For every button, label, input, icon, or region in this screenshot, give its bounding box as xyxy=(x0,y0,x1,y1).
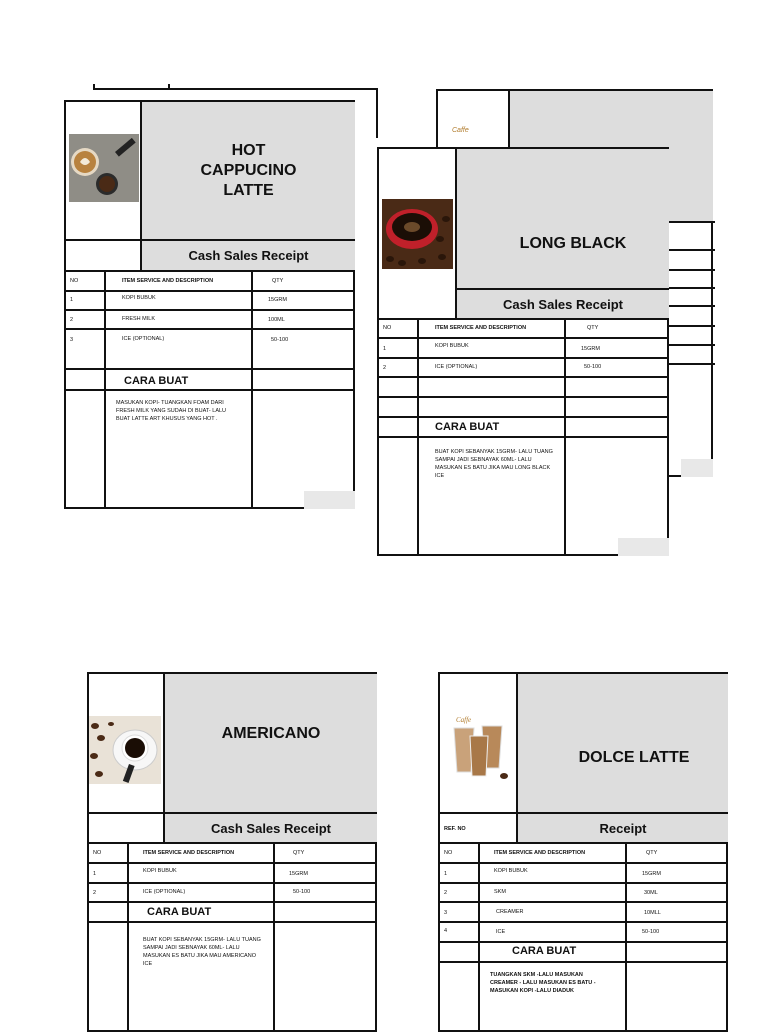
row-qty: 100ML xyxy=(268,317,285,323)
long-black-photo xyxy=(382,199,453,269)
row-item: ICE xyxy=(496,929,506,935)
back-sheet-edge xyxy=(168,84,170,90)
row-item: ICE (OPTIONAL) xyxy=(122,336,165,342)
drink-title: DOLCE LATTE xyxy=(578,749,690,766)
drink-title: HOT CAPPUCINO LATTE xyxy=(200,142,297,199)
row-item: KOPI BUBUK xyxy=(122,295,156,301)
row-qty: 50-100 xyxy=(584,364,602,370)
divider xyxy=(668,344,715,346)
divider xyxy=(625,842,627,1032)
divider xyxy=(440,842,728,844)
divider xyxy=(379,416,669,418)
divider xyxy=(66,270,355,272)
receipt-card-cappucino xyxy=(64,100,355,509)
header-no: NO xyxy=(70,278,79,284)
divider xyxy=(478,842,480,1032)
method-label: CARA BUAT xyxy=(124,375,189,387)
divider xyxy=(89,901,377,903)
row-qty: 15GRM xyxy=(642,871,661,877)
method-text: MASUKAN KOPI- TUANGKAN FOAM DARI FRESH MILK YANG SUDAH DI BUAT- LALU BUAT LATTE ART KHUSUS YANG HOT . xyxy=(116,400,227,422)
header-no: NO xyxy=(93,850,102,856)
header-item: ITEM SERVICE AND DESCRIPTION xyxy=(143,850,235,856)
row-no: 2 xyxy=(70,317,74,323)
divider xyxy=(379,376,669,378)
row-qty: 15GRM xyxy=(581,346,600,352)
drink-title: AMERICANO xyxy=(221,725,321,742)
row-no: 2 xyxy=(444,890,448,896)
header-item: ITEM SERVICE AND DESCRIPTION xyxy=(435,325,527,331)
row-no: 3 xyxy=(444,910,448,916)
row-no: 1 xyxy=(70,297,74,303)
divider xyxy=(66,290,355,292)
header-no: NO xyxy=(383,325,392,331)
header-qty: QTY xyxy=(272,278,284,284)
back-sheet-edge xyxy=(93,84,95,90)
svg-text:Caffe: Caffe xyxy=(456,716,472,724)
receipt-label: Cash Sales Receipt xyxy=(503,296,623,312)
row-qty: 50-100 xyxy=(293,889,311,895)
row-no: 1 xyxy=(444,871,448,877)
divider xyxy=(66,389,355,391)
divider xyxy=(66,328,355,330)
divider xyxy=(440,882,728,884)
corner-tab xyxy=(304,491,355,509)
row-qty: 50-100 xyxy=(271,337,289,343)
row-item: KOPI BUBUK xyxy=(494,868,528,874)
row-qty: 30ML xyxy=(644,890,658,896)
background-logo: Caffe xyxy=(452,127,469,134)
row-no: 4 xyxy=(444,928,448,934)
divider xyxy=(66,368,355,370)
row-qty: 10MLL xyxy=(644,910,661,916)
method-label: CARA BUAT xyxy=(147,906,212,918)
method-text: BUAT KOPI SEBANYAK 15GRM- LALU TUANG SAMPAI JADI SEBNAYAK 60ML- LALU MASUKAN ES BATU JIKA MAU AMERICANO ICE xyxy=(143,937,261,967)
divider xyxy=(440,941,728,943)
americano-photo xyxy=(89,716,161,784)
divider xyxy=(89,862,377,864)
back-sheet-edge xyxy=(376,88,378,138)
divider xyxy=(89,882,377,884)
row-no: 2 xyxy=(383,365,387,371)
divider xyxy=(379,357,669,359)
divider xyxy=(668,363,715,365)
header-qty: QTY xyxy=(587,325,599,331)
row-no: 1 xyxy=(93,871,97,877)
receipt-card-long-black xyxy=(377,147,669,556)
header-qty: QTY xyxy=(646,850,658,856)
method-text: TUANGKAN SKM -LALU MASUKAN CREAMER - LALU MASUKAN ES BATU - MASUKAN KOPI -LALU DIADUK xyxy=(490,972,596,994)
divider xyxy=(273,842,275,1032)
row-item: SKM xyxy=(494,889,506,895)
drink-title: LONG BLACK xyxy=(519,235,627,252)
divider xyxy=(379,337,669,339)
row-item: FRESH MILK xyxy=(122,316,156,322)
ref-no-label: REF. NO xyxy=(444,826,466,832)
row-item: CREAMER xyxy=(496,909,524,915)
header-item: ITEM SERVICE AND DESCRIPTION xyxy=(494,850,586,856)
corner-tab xyxy=(681,459,713,477)
header-no: NO xyxy=(444,850,453,856)
method-text: BUAT KOPI SEBANYAK 15GRM- LALU TUANG SAMPAI JADI SEBNAYAK 60ML- LALU MASUKAN ES BATU JIKA MAU LONG BLACK ICE xyxy=(435,449,553,479)
row-item: KOPI BUBUK xyxy=(143,868,177,874)
row-item: ICE (OPTIONAL) xyxy=(143,889,186,895)
divider xyxy=(440,901,728,903)
divider xyxy=(379,318,669,320)
method-label: CARA BUAT xyxy=(435,421,500,433)
row-qty: 15GRM xyxy=(268,297,287,303)
row-no: 3 xyxy=(70,337,74,343)
row-item: KOPI BUBUK xyxy=(435,343,469,349)
row-qty: 15GRM xyxy=(289,871,308,877)
divider xyxy=(379,436,669,438)
divider xyxy=(127,842,129,1032)
header-qty: QTY xyxy=(293,850,305,856)
receipt-label: Cash Sales Receipt xyxy=(211,820,331,836)
divider xyxy=(66,309,355,311)
receipt-label: Cash Sales Receipt xyxy=(188,248,309,263)
latte-art-photo xyxy=(69,134,139,202)
receipt-label: Receipt xyxy=(599,820,647,836)
method-label: CARA BUAT xyxy=(512,945,577,957)
corner-tab xyxy=(618,538,669,556)
row-qty: 50-100 xyxy=(642,929,660,935)
receipt-card-dolce-latte xyxy=(438,672,728,1032)
row-item: ICE (OPTIONAL) xyxy=(435,364,478,370)
header-item: ITEM SERVICE AND DESCRIPTION xyxy=(122,278,214,284)
row-no: 1 xyxy=(383,346,387,352)
divider xyxy=(440,961,728,963)
divider xyxy=(440,862,728,864)
back-sheet-edge xyxy=(93,88,378,90)
dolce-latte-photo xyxy=(442,710,514,782)
divider xyxy=(379,396,669,398)
divider xyxy=(89,842,377,844)
receipt-card-americano xyxy=(87,672,377,1032)
divider xyxy=(89,921,377,923)
divider xyxy=(440,921,728,923)
row-no: 2 xyxy=(93,890,97,896)
